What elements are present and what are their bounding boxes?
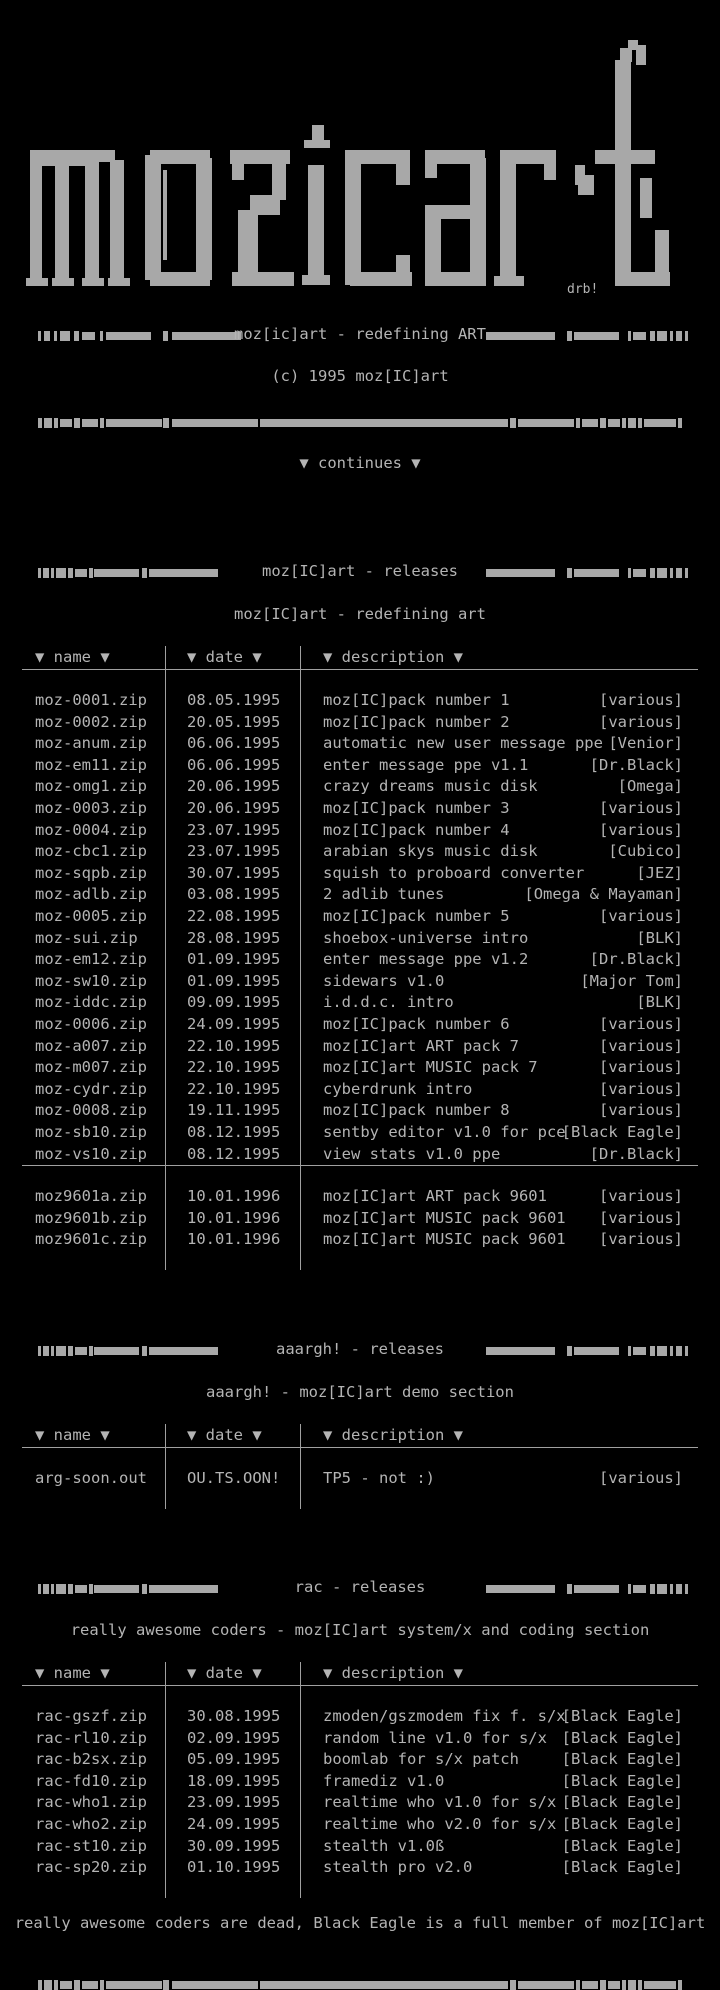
author: [Black Eagle] — [561, 1836, 683, 1855]
table-header-row — [0, 1425, 720, 1447]
table-row — [0, 712, 720, 734]
author: [various] — [599, 1208, 683, 1227]
column-header[interactable]: ▼ date ▼ — [187, 1664, 262, 1682]
table-row — [0, 949, 720, 971]
file-name[interactable]: moz-sw10.zip — [35, 971, 147, 990]
description: moz[IC]art MUSIC pack 7 — [323, 1058, 538, 1077]
file-name[interactable]: moz-0004.zip — [35, 820, 147, 839]
table-row — [0, 1079, 720, 1101]
release-date: 03.08.1995 — [187, 885, 281, 904]
description: stealth pro v2.0 — [323, 1858, 473, 1877]
header-divider — [22, 1685, 698, 1686]
file-name[interactable]: moz-em12.zip — [35, 950, 147, 969]
column-divider — [165, 1662, 166, 1898]
section-title: moz[IC]art - releases — [262, 562, 458, 580]
file-name[interactable]: moz-cydr.zip — [35, 1079, 147, 1098]
description: enter message ppe v1.2 — [323, 950, 529, 969]
release-date: 20.05.1995 — [187, 712, 281, 731]
file-name[interactable]: moz-0002.zip — [35, 712, 147, 731]
author: [various] — [599, 1469, 683, 1487]
section-subtitle: really awesome coders - moz[IC]art system/x and coding section — [70, 1621, 650, 1639]
description: squish to proboard converter — [323, 863, 585, 882]
file-name[interactable]: moz-0006.zip — [35, 1015, 147, 1033]
table-row — [0, 906, 720, 928]
author: [various] — [599, 799, 683, 817]
header-divider — [22, 1447, 698, 1448]
table-row — [0, 1122, 720, 1144]
release-date: 18.09.1995 — [187, 1771, 281, 1790]
description: zmoden/gszmodem fix f. s/x — [323, 1707, 566, 1725]
description: TP5 - not :) — [323, 1469, 435, 1487]
table-row — [0, 1468, 720, 1490]
column-header[interactable]: ▼ name ▼ — [35, 1426, 110, 1444]
description: cyberdrunk intro — [323, 1079, 473, 1098]
description: arabian skys music disk — [323, 842, 538, 861]
table-row — [0, 776, 720, 798]
release-date: 30.07.1995 — [187, 863, 281, 882]
release-date: 10.01.1996 — [187, 1187, 281, 1206]
description: moz[IC]art ART pack 9601 — [323, 1187, 547, 1206]
table-row — [0, 820, 720, 842]
description: moz[IC]pack number 4 — [323, 820, 510, 839]
description: framediz v1.0 — [323, 1771, 445, 1790]
table-row — [0, 1749, 720, 1771]
author: [various] — [599, 1230, 683, 1249]
column-divider — [165, 1424, 166, 1509]
description: moz[IC]pack number 3 — [323, 799, 510, 817]
release-date: 19.11.1995 — [187, 1101, 281, 1120]
column-divider — [300, 1662, 301, 1898]
table-row — [0, 798, 720, 820]
release-date: 01.10.1995 — [187, 1858, 281, 1877]
author: [Venior] — [608, 734, 683, 753]
table-row — [0, 992, 720, 1014]
column-header[interactable]: ▼ description ▼ — [323, 648, 463, 666]
table-row — [0, 1144, 720, 1166]
column-header[interactable]: ▼ name ▼ — [35, 1664, 110, 1682]
author: [Omega] — [617, 777, 683, 796]
author: [Major Tom] — [580, 971, 683, 990]
author: [various] — [599, 1015, 683, 1033]
file-name[interactable]: moz9601c.zip — [35, 1230, 147, 1249]
table-row — [0, 928, 720, 950]
release-date: 08.12.1995 — [187, 1123, 281, 1141]
author: [Black Eagle] — [561, 1123, 683, 1141]
description: view stats v1.0 ppe — [323, 1144, 501, 1163]
release-date: 23.07.1995 — [187, 820, 281, 839]
table-row — [0, 1036, 720, 1058]
author: [Black Eagle] — [561, 1858, 683, 1877]
description: shoebox-universe intro — [323, 928, 529, 947]
file-name[interactable]: moz-adlb.zip — [35, 885, 147, 904]
author: [various] — [599, 907, 683, 925]
description: realtime who v2.0 for s/x — [323, 1815, 557, 1833]
file-name[interactable]: moz-0005.zip — [35, 907, 147, 925]
file-name[interactable]: moz-a007.zip — [35, 1036, 147, 1055]
file-name[interactable]: moz-m007.zip — [35, 1058, 147, 1077]
release-date: 30.08.1995 — [187, 1707, 281, 1725]
release-date: 30.09.1995 — [187, 1836, 281, 1855]
release-date: 01.09.1995 — [187, 971, 281, 990]
description: crazy dreams music disk — [323, 777, 538, 796]
release-date: 28.08.1995 — [187, 928, 281, 947]
author: [various] — [599, 712, 683, 731]
release-date: 22.10.1995 — [187, 1036, 281, 1055]
author: [various] — [599, 1036, 683, 1055]
logo-letters — [26, 40, 670, 286]
author: [Black Eagle] — [561, 1793, 683, 1812]
author: [various] — [599, 691, 683, 709]
file-name[interactable]: rac-sp20.zip — [35, 1858, 147, 1877]
footer-note: really awesome coders are dead, Black Eagle is a full member of moz[IC]art — [14, 1914, 706, 1932]
file-name[interactable]: rac-st10.zip — [35, 1836, 147, 1855]
table-row — [0, 971, 720, 993]
file-name[interactable]: rac-fd10.zip — [35, 1771, 147, 1790]
description: moz[IC]art ART pack 7 — [323, 1036, 519, 1055]
author: [various] — [599, 1079, 683, 1098]
table-row — [0, 841, 720, 863]
group-divider — [22, 1165, 698, 1166]
column-header[interactable]: ▼ date ▼ — [187, 648, 262, 666]
release-date: 10.01.1996 — [187, 1230, 281, 1249]
author: [BLK] — [636, 993, 683, 1012]
author: [BLK] — [636, 928, 683, 947]
release-date: 23.09.1995 — [187, 1793, 281, 1812]
description: moz[IC]art MUSIC pack 9601 — [323, 1208, 566, 1227]
author: [Dr.Black] — [589, 755, 683, 774]
file-name[interactable]: moz-sb10.zip — [35, 1123, 147, 1141]
column-header[interactable]: ▼ name ▼ — [35, 648, 110, 666]
author: [Cubico] — [608, 842, 683, 861]
table-row — [0, 1100, 720, 1122]
section-title: aaargh! - releases — [276, 1340, 444, 1358]
file-name[interactable]: moz-omg1.zip — [35, 777, 147, 796]
table-row — [0, 1706, 720, 1728]
column-header[interactable]: ▼ date ▼ — [187, 1426, 262, 1444]
logo-tag: drb! — [567, 282, 599, 297]
release-date: 20.06.1995 — [187, 799, 281, 817]
column-divider — [300, 1424, 301, 1509]
column-header[interactable]: ▼ description ▼ — [323, 1426, 463, 1444]
section-title: rac - releases — [294, 1578, 426, 1596]
release-date: 05.09.1995 — [187, 1750, 281, 1769]
file-name[interactable]: moz-vs10.zip — [35, 1144, 147, 1163]
file-name[interactable]: moz9601a.zip — [35, 1187, 147, 1206]
author: [Black Eagle] — [561, 1771, 683, 1790]
copyright-line: (c) 1995 moz[IC]art — [271, 367, 449, 385]
header-divider — [22, 669, 698, 670]
column-header[interactable]: ▼ description ▼ — [323, 1664, 463, 1682]
file-name[interactable]: rac-who2.zip — [35, 1815, 147, 1833]
file-name[interactable]: rac-gszf.zip — [35, 1707, 147, 1725]
file-name[interactable]: moz-sui.zip — [35, 928, 138, 947]
release-date: 09.09.1995 — [187, 993, 281, 1012]
table-header-row — [0, 1663, 720, 1685]
file-name[interactable]: moz-cbc1.zip — [35, 842, 147, 861]
file-name[interactable]: rac-rl10.zip — [35, 1728, 147, 1747]
file-name[interactable]: moz-0003.zip — [35, 799, 147, 817]
author: [Omega & Mayaman] — [524, 885, 683, 904]
table-header-row — [0, 647, 720, 669]
author: [Dr.Black] — [589, 950, 683, 969]
author: [Black Eagle] — [561, 1750, 683, 1769]
release-date: 22.10.1995 — [187, 1079, 281, 1098]
header-title: moz[ic]art - redefining ART — [234, 325, 486, 343]
table-row — [0, 884, 720, 906]
release-date: 23.07.1995 — [187, 842, 281, 861]
file-name[interactable]: rac-who1.zip — [35, 1793, 147, 1812]
table-row — [0, 755, 720, 777]
section-subtitle: moz[IC]art - redefining art — [234, 605, 486, 623]
release-date: 22.08.1995 — [187, 907, 281, 925]
file-name[interactable]: arg-soon.out — [35, 1469, 147, 1487]
file-name[interactable]: moz-0001.zip — [35, 691, 147, 709]
mozicart-logo — [0, 0, 720, 300]
description: moz[IC]pack number 2 — [323, 712, 510, 731]
release-date: OU.TS.OON! — [187, 1469, 281, 1487]
author: [various] — [599, 820, 683, 839]
column-divider — [300, 646, 301, 1270]
description: realtime who v1.0 for s/x — [323, 1793, 557, 1812]
file-name[interactable]: moz-0008.zip — [35, 1101, 147, 1120]
description: 2 adlib tunes — [323, 885, 445, 904]
description: i.d.d.c. intro — [323, 993, 454, 1012]
table-row — [0, 733, 720, 755]
release-date: 06.06.1995 — [187, 755, 281, 774]
description: moz[IC]pack number 8 — [323, 1101, 510, 1120]
release-date: 02.09.1995 — [187, 1728, 281, 1747]
description: sidewars v1.0 — [323, 971, 445, 990]
table-row — [0, 1857, 720, 1879]
table-row — [0, 1836, 720, 1858]
release-date: 22.10.1995 — [187, 1058, 281, 1077]
release-date: 20.06.1995 — [187, 777, 281, 796]
description: boomlab for s/x patch — [323, 1750, 519, 1769]
table-row — [0, 1208, 720, 1230]
description: random line v1.0 for s/x — [323, 1728, 547, 1747]
author: [Dr.Black] — [589, 1144, 683, 1163]
table-row — [0, 1057, 720, 1079]
description: moz[IC]pack number 6 — [323, 1015, 510, 1033]
table-row — [0, 690, 720, 712]
author: [various] — [599, 1187, 683, 1206]
continues-label: ▼ continues ▼ — [299, 454, 421, 472]
section-subtitle: aaargh! - moz[IC]art demo section — [206, 1383, 514, 1401]
file-name[interactable]: moz-em11.zip — [35, 755, 147, 774]
description: moz[IC]art MUSIC pack 9601 — [323, 1230, 566, 1249]
file-name[interactable]: moz-iddc.zip — [35, 993, 147, 1012]
file-name[interactable]: moz-sqpb.zip — [35, 863, 147, 882]
release-date: 06.06.1995 — [187, 734, 281, 753]
description: stealth v1.0ß — [323, 1836, 445, 1855]
author: [Black Eagle] — [561, 1707, 683, 1725]
description: automatic new user message ppe — [323, 734, 603, 753]
release-date: 01.09.1995 — [187, 950, 281, 969]
author: [Black Eagle] — [561, 1728, 683, 1747]
file-name[interactable]: moz9601b.zip — [35, 1208, 147, 1227]
description: sentby editor v1.0 for pce — [323, 1123, 566, 1141]
table-row — [0, 1771, 720, 1793]
file-name[interactable]: moz-anum.zip — [35, 734, 147, 753]
column-divider — [165, 646, 166, 1270]
description: moz[IC]pack number 5 — [323, 907, 510, 925]
table-row — [0, 1229, 720, 1251]
author: [various] — [599, 1101, 683, 1120]
release-date: 24.09.1995 — [187, 1015, 281, 1033]
release-date: 08.12.1995 — [187, 1144, 281, 1163]
table-row — [0, 1792, 720, 1814]
author: [Black Eagle] — [561, 1815, 683, 1833]
release-date: 10.01.1996 — [187, 1208, 281, 1227]
table-row — [0, 1186, 720, 1208]
description: enter message ppe v1.1 — [323, 755, 529, 774]
table-row — [0, 1728, 720, 1750]
file-name[interactable]: rac-b2sx.zip — [35, 1750, 147, 1769]
release-date: 08.05.1995 — [187, 691, 281, 709]
table-row — [0, 863, 720, 885]
author: [JEZ] — [636, 863, 683, 882]
release-date: 24.09.1995 — [187, 1815, 281, 1833]
author: [various] — [599, 1058, 683, 1077]
table-row — [0, 1014, 720, 1036]
description: moz[IC]pack number 1 — [323, 691, 510, 709]
table-row — [0, 1814, 720, 1836]
